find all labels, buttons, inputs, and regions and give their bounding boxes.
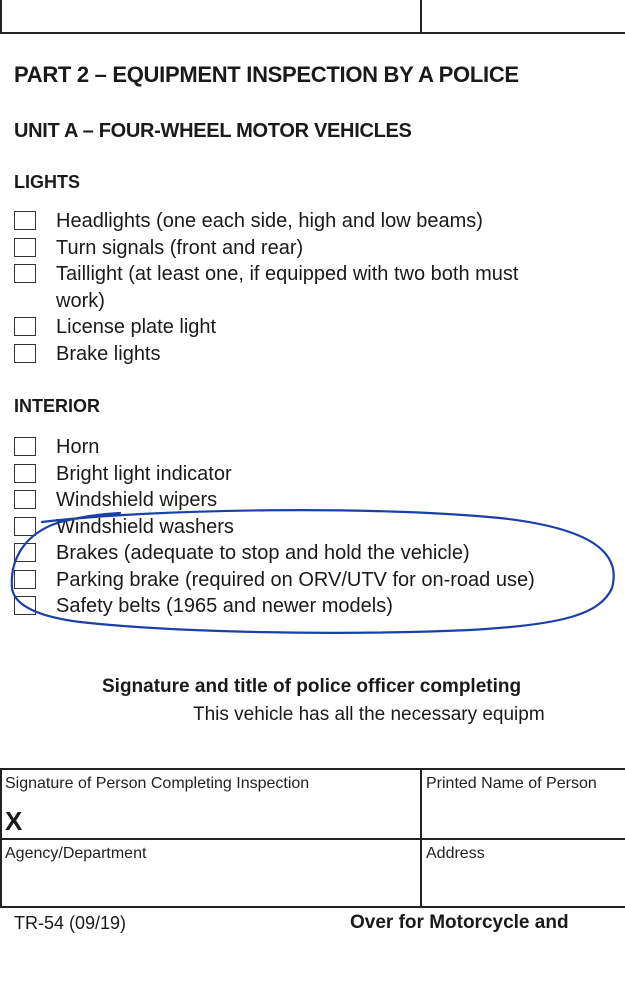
checkbox-label: Headlights (one each side, high and low beams) xyxy=(56,210,483,232)
top-table-divider xyxy=(420,0,422,32)
checklist-item[interactable] xyxy=(14,567,576,594)
checkbox[interactable] xyxy=(14,517,36,536)
checklist-item[interactable] xyxy=(14,434,576,461)
checklist-item[interactable] xyxy=(14,314,576,341)
printed-name-field-label: Printed Name of Person xyxy=(426,775,597,792)
checklist-item[interactable] xyxy=(14,461,576,488)
interior-checklist xyxy=(14,434,576,620)
checklist-item[interactable] xyxy=(14,487,576,514)
checkbox-label: Brake lights xyxy=(56,342,161,365)
agency-field-label: Agency/Department xyxy=(5,845,147,862)
checkbox-label: Brakes (adequate to stop and hold the vehicle) xyxy=(56,542,470,564)
checklist-item[interactable] xyxy=(14,593,576,620)
part-title: PART 2 – EQUIPMENT INSPECTION BY A POLICE xyxy=(14,62,519,87)
checkbox[interactable] xyxy=(14,596,36,615)
unit-title: UNIT A – FOUR-WHEEL MOTOR VEHICLES xyxy=(14,120,412,142)
over-page-note: Over for Motorcycle and xyxy=(350,912,569,933)
checkbox-label: Windshield wipers xyxy=(56,489,218,511)
top-form-table xyxy=(0,0,625,34)
interior-heading: INTERIOR xyxy=(14,396,101,416)
checklist-item[interactable] xyxy=(14,540,576,567)
checkbox[interactable] xyxy=(14,437,36,456)
checkbox[interactable] xyxy=(14,238,36,257)
signature-section-subtitle: This vehicle has all the necessary equipm xyxy=(193,704,545,725)
checkbox[interactable] xyxy=(14,317,36,336)
checklist-item[interactable] xyxy=(14,208,576,235)
table-column-divider xyxy=(420,770,422,906)
checkbox[interactable] xyxy=(14,464,36,483)
checkbox[interactable] xyxy=(14,543,36,562)
address-field-label: Address xyxy=(426,845,485,862)
lights-heading: LIGHTS xyxy=(14,172,80,192)
signature-section-title: Signature and title of police officer completing xyxy=(102,676,522,697)
checklist-item[interactable] xyxy=(14,514,576,541)
checkbox-label: Taillight (at least one, if equipped with two both must work) xyxy=(56,263,519,312)
checkbox-label: License plate light xyxy=(56,316,217,338)
signature-table xyxy=(0,768,625,908)
checkbox-label: Turn signals (front and rear) xyxy=(56,236,304,259)
checklist-item[interactable] xyxy=(14,341,576,368)
table-row-divider xyxy=(2,838,625,840)
checkbox[interactable] xyxy=(14,570,36,589)
checkbox[interactable] xyxy=(14,264,36,283)
checkbox-label: Horn xyxy=(56,436,100,458)
checkbox[interactable] xyxy=(14,344,36,363)
lights-checklist xyxy=(14,208,576,367)
checkbox-label: Bright light indicator xyxy=(56,462,232,485)
checklist-item[interactable] xyxy=(14,235,576,262)
checkbox-label: Windshield washers xyxy=(56,515,234,538)
form-number: TR-54 (09/19) xyxy=(14,913,127,933)
checkbox[interactable] xyxy=(14,490,36,509)
checkbox[interactable] xyxy=(14,211,36,230)
checkbox-label: Safety belts (1965 and newer models) xyxy=(56,595,393,617)
checklist-item[interactable] xyxy=(14,261,576,314)
signature-x-mark[interactable]: X xyxy=(5,806,23,836)
checkbox-label: Parking brake (required on ORV/UTV for on-road use) xyxy=(56,568,535,591)
signature-field-label: Signature of Person Completing Inspection xyxy=(5,775,310,792)
